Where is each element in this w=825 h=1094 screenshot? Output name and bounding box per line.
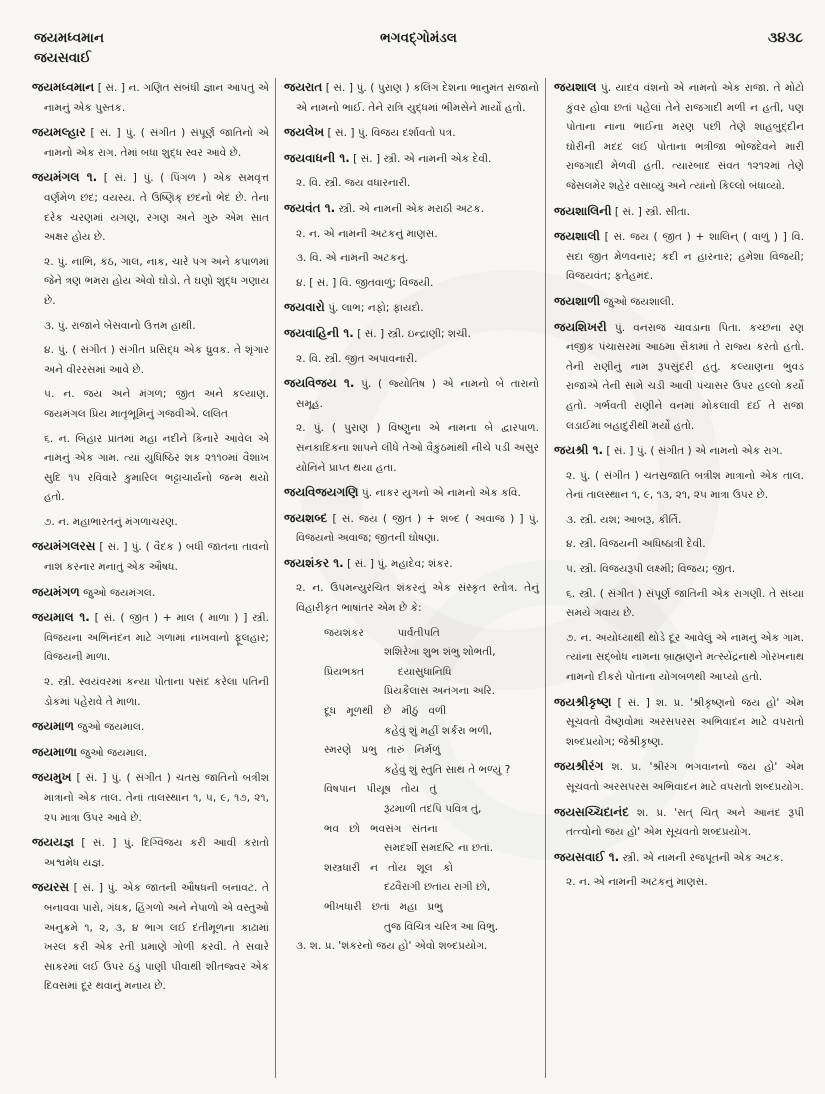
definition: [ સં. ] શ. પ્ર. 'શ્રીકૃષ્ણનો જય હો' એમ સૂચવતો વૈષ્ણવોમાં અરસપરસ અભિવાદન માટે વપરાતો શબ્દપ્રયોગ; જેશ્રીકૃષ્ણ. [566, 696, 804, 748]
headword: જયરસ [32, 880, 70, 895]
headword: જયમધ્વમાન [32, 80, 95, 94]
definition: પું. નાકર યુગનો એ નામનો એક કવિ. [361, 487, 521, 500]
definition: [ સં. ] પું. ( પિંગળ ) એક સમવૃત્ત વર્ણમેળ છંદ; વયસ્ય. તે ઉષ્ણિક્ છંદનો ભેદ છે. તેના દરેક ચરણમાં યગણ, રગણ અને ગુરુ એમ સાત અક્ષર હોય છે. [44, 172, 269, 244]
headword: જયવિજયગણિ [284, 485, 359, 500]
definition: જુઓ જયમાલ. [80, 746, 148, 759]
headword: જયવારો [284, 300, 325, 315]
dictionary-entry [284, 199, 539, 220]
definition: સ્ત્રી. એ નામની રજપૂતની એક અટક. [622, 851, 784, 864]
headword: જયમાલ ૧. [32, 610, 90, 625]
definition: [ સં. ] ન. ગણિત સંબંધી જ્ઞાન આપતું એ નામનું એક પુસ્તક. [44, 82, 269, 114]
sense-definition: ૩. વિ. એ નામની અટકનું. [296, 252, 409, 265]
dictionary-entry [284, 374, 539, 414]
sense-definition: ૬. ન. બિહાર પ્રાંતમાં મહા નદીને કિનારે આવેલ એ નામનું એક ગામ. ત્યાં યુધિષ્ઠિર શક ૨૧૧૦માં વૈશાખ સુદિ ૧૫ રવિવારે કુમારિલ ભટ્ટાચાર્યનો જન્મ થયો હતો. [44, 432, 269, 504]
sense-definition: ૭. ન. અયોધ્યાથી થોડે દૂર આવેલું એ નામનું એક ગામ. ત્યાંના સદ્બોધ નામના બ્રાહ્મણને મત્સ્યેંદ્રનાથે ગોરખનાથ નામનો દીકરો પોતાના યોગબળથી આપ્યો હતો. [566, 631, 804, 684]
verse-line: સમદર્શી સમદષ્ટિ ના છતાં. [384, 842, 494, 855]
dictionary-entry [554, 803, 804, 843]
definition: [ સં. ] પું. મહાદેવ; શંકર. [347, 557, 453, 570]
sense-definition: ૫. ન. જય અને મંગળ; જીત અને કલ્યાણ. જયમંગલ પ્રિય માતૃભૂમિનું ગજવીએ. લલિત [44, 388, 269, 420]
sense-definition: ૫. સ્ત્રી. વિજયરૂપી લક્ષ્મી; વિજય; જીત. [566, 563, 736, 576]
sense-definition: ૨. પું. નાભિ, કંઠ, ગાલ, નાક, ચારે પગ અને કપાળમાં જેને ત્રણ ભમરા હોય એવો ઘોડો. તે ઘણો શુદ્ધ ગણાય છે. [44, 255, 269, 307]
entry-sense [32, 253, 269, 312]
sense-definition: ૨. વિ. સ્ત્રી. જય વધારનારી. [296, 177, 411, 190]
definition: શ. પ્ર. 'સત્ ચિત્ અને આનંદ રૂપી તત્ત્વોનો જય હો' એમ સૂચવતો શબ્દપ્રયોગ. [566, 806, 804, 839]
sense-definition: ૨. પું. ( સંગીત ) ચતસ્રજાતિ બત્રીશ માત્રાનો એક તાલ. તેનાં તાલસ્થાન ૧, ૯, ૧૩, ૨૧, ૨૫ માત્રા ઉપર છે. [566, 469, 804, 502]
entry-sense [32, 341, 269, 380]
entry-sense [284, 350, 539, 370]
verse-line: કહેવું શું મહીં શર્કરા ભળી, [384, 724, 493, 737]
definition: [ સં. જય ( જીત ) + શબ્દ ( અવાજ ) ] પું. વિજયનો અવાજ; જીતની ઘોષણા. [296, 512, 539, 545]
verse-line: શશિરેખા શુભ શંભુ શોભતી, [384, 646, 496, 659]
definition: પું. વનરાજ ચાવડાના પિતા. કચ્છના રણ નજીક પંચાસરમાં આઠમા સૈકામાં તે રાજ્ય કરતો હતો. તેની રાણીનું નામ રૂપસુંદરી હતું. કલ્યાણના ભુવડ રાજાએ તેની સામે ચડી આવી પંચાસર ઉપર હલ્લો કર્યો હતો. ગર્ભવતી રાણીને વનમાં મોકલાવી દઈ તે રાજા લડાઈમાં બહાદુરીથી મર્યો હતો. [566, 321, 805, 432]
entry-sense [32, 430, 269, 508]
dictionary-entry [284, 483, 539, 504]
definition: [ સં. ] પું. ( વૈદક ) બધી જાતના તાવનો નાશ કરનાર મનાતું એક ઔષધ. [44, 541, 269, 574]
headword: જયયજ્ઞ [32, 835, 74, 850]
verse-line: દૂધ મૂળથી છે મીઠું વળી [324, 705, 447, 718]
entry-sense [32, 513, 269, 533]
definition: પું. ( જ્યોતિષ ) એ નામનો બે તારાનો સમૂહ. [296, 378, 539, 410]
headword: જયલેખ [284, 125, 325, 140]
dictionary-entry [284, 149, 539, 170]
sense-definition: ૭. ન. મહાભારતનું મંગળાચરણ. [44, 515, 178, 528]
dictionary-entry [554, 318, 804, 437]
definition: [ સં. ] પું. ( સંગીત ) એ નામનો એક રાગ. [606, 445, 783, 458]
verse-line: ભવ છો ભવસંગ સંતના [324, 822, 438, 835]
sense-definition: ૪. સ્ત્રી. વિજયની અધિષ્ઠાત્રી દેવી. [566, 538, 706, 551]
dictionary-entry [554, 441, 804, 462]
entry-sense [554, 873, 804, 893]
headword: જયસચ્ચિદાનંદ [554, 804, 629, 819]
dictionary-entry [284, 78, 539, 118]
definition: [ સં. જય ( જીત ) + શાલિન્ ( વાળું ) ] વિ. સદા જીત મેળવનાર; કદી ન હારનાર; હમેશા વિજયી; વિજયવંત; ફતેહમંદ. [566, 231, 804, 283]
entry-sense [554, 629, 804, 688]
headword: જયસવાઈ ૧. [554, 849, 620, 864]
verse-line: દઢવૈરાગી છતાંય રાગી છો, [384, 881, 491, 894]
entry-sense [32, 385, 269, 424]
column-1 [30, 78, 276, 1078]
entry-sense: ૩. શ. પ્ર. 'શંકરનો જય હો' એવો શબ્દપ્રયોગ. [296, 940, 488, 953]
dictionary-entry [32, 768, 269, 828]
verse-line: રૂંઢમાળી તદપિ પવિત્ર તું, [384, 803, 482, 815]
sense-definition: ૨. વિ. સ્ત્રી. જીત અપાવનારી. [296, 352, 418, 365]
definition: જુઓ જયશાલી. [603, 295, 675, 308]
definition: [ સં. ] પું. ( પુરાણ ) કલિંગ દેશના ભાનુમંત રાજાનો એ નામનો ભાઈ. તેને રાત્રિ યુદ્ધમાં ભીમસેને માર્યો હતો. [296, 82, 539, 114]
verse-line: કહેવું શું સ્તુતિ સાથ તે ભળ્યું ? [384, 763, 511, 776]
headword: જયમંગલરસ [32, 539, 96, 554]
page-header [34, 28, 803, 72]
definition: [ સં. ] સ્ત્રી. એ નામની એક દેવી. [353, 152, 492, 165]
definition: શ. પ્ર. 'શ્રીરંગ ભગવાનનો જય હો' એમ સૂચવતો અરસપરસ અભિવાદન માટે વપરાતો શબ્દપ્રયોગ. [566, 761, 804, 793]
entry-sense [284, 579, 539, 618]
dictionary-entry [32, 833, 269, 873]
dictionary-entry [554, 848, 804, 869]
dictionary-entry [32, 608, 269, 668]
dictionary-entry [32, 583, 269, 604]
verse-line: તુજ વિચિત્ર ચરિત્ર આ વિભુ. [384, 920, 499, 933]
headword: જયમાળા [32, 744, 77, 759]
headword: જયશબ્દ [284, 510, 328, 525]
sense-definition: ૨. ન. એ નામની અટકનું માણસ. [566, 876, 708, 889]
entry-sense [32, 317, 269, 337]
headword: જયમુખ [32, 770, 72, 785]
entry-sense [554, 467, 804, 506]
entry-sense [554, 585, 804, 624]
sense-definition: ૩. પું. રાજાને બેસવાનો ઉત્તમ હાથી. [44, 319, 196, 332]
headword: જયશાળી [554, 293, 601, 308]
definition: [ સં. ] પું. દિગ્વિજય કરી આવી કરાતો અશ્વમેધ યજ્ઞ. [44, 837, 269, 869]
headword: જયમંગળ [32, 584, 80, 599]
definition: [ સં. ( જીત ) + માલ ( માળા ) ] સ્ત્રી. વિજયના અભિનંદન માટે ગળામાં નાખવાનો ફૂલહાર; વિજયની માળા. [44, 612, 270, 664]
sense-definition: ૬. સ્ત્રી. ( સંગીત ) સંપૂર્ણ જાતિની એક રાગણી. તે સંધ્યા સમયે ગવાય છે. [566, 587, 804, 620]
dictionary-entry [554, 227, 804, 287]
dictionary-entry [32, 743, 269, 764]
verse-block [284, 624, 539, 938]
verse-line: પ્રિયભક્ત દયાસુધાનિધિ [324, 665, 452, 678]
entry-sense [284, 419, 539, 478]
dictionary-entry [32, 537, 269, 577]
headword: જયશાલ [554, 80, 597, 94]
dictionary-entry [284, 554, 539, 575]
definition: જુઓ જયમાલ. [77, 721, 145, 734]
headword: જયવંત ૧. [284, 200, 336, 215]
headword: જયશ્રી ૧. [554, 443, 604, 458]
sense-definition: ૪. [ સં. ] વિ. જીતવાળું; વિજયી. [296, 276, 434, 289]
entry-sense [284, 274, 539, 294]
page-number: ૩૪૩૮ [767, 30, 803, 46]
definition: [ સં. ] પું. વિજય દર્શાવતો પત્ર. [327, 127, 456, 140]
sense-definition: ૩. સ્ત્રી. યશ; આબરૂ, કીર્તિ. [566, 513, 682, 526]
dictionary-entry [284, 509, 539, 549]
dictionary-entry [554, 693, 804, 753]
column-2 [276, 78, 546, 1078]
verse-line: શસ્ત્રધારી ન તોય શૂલ કો [324, 861, 454, 874]
headword: જયવાધની ૧. [284, 150, 350, 165]
entry-sense [554, 535, 804, 555]
definition: [ સં. ] પું. એક જાતની ઔષધની બનાવટ. તે બનાવવા પારો, ગંધક, હિંગળો અને નેપાળો એ વસ્તુઓ અનુક્રમે ૧, ૨, ૩, ૪ ભાગ લઈ દંતીમૂળના કાઢામાં ખરલ કરી એક રતી પ્રમાણે ગોળી કરવી. તે સવારે સાકરમાં લઈ ઉપર ઠંડું પાણી પીવાથી શીતજ્વર એક દિવસમાં દૂર થવાનું મનાય છે. [44, 882, 269, 993]
dictionary-entry [554, 292, 804, 313]
verse-line: જયશંકર પાર્વતીપતિ [324, 626, 440, 639]
dictionary-entry [554, 78, 804, 197]
sense-definition: ૨. ન. ઉપમન્યુરચિત શંકરનું એક સંસ્કૃત સ્તોત્ર. તેનું વિહારીકૃત ભાષાંતર એમ છે કે: [296, 582, 539, 615]
dictionary-entry [32, 168, 269, 247]
dictionary-entry [32, 717, 269, 738]
entry-sense [284, 249, 539, 269]
definition: સ્ત્રી. એ નામની એક મરાઠી અટક. [338, 202, 484, 215]
headword: જયરાત [284, 80, 323, 94]
sense-definition: ૨. પું. ( પુરાણ ) વિષ્ણુના એ નામના બે દ્વારપાળ. સનકાદિકના શાપને લીધે તેઓ વૈકુંઠમાંથી નીચે પડી અસુર યોનિને પ્રાપ્ત થયા હતા. [296, 422, 539, 474]
sense-definition: ૨. ન. એ નામની અટકનું માણસ. [296, 227, 438, 240]
dictionary-entry [284, 298, 539, 319]
headword: જયશાલિની [554, 203, 612, 218]
headword: જયશ્રીકૃષ્ણ [554, 694, 612, 709]
entry-sense [284, 225, 539, 245]
headword: જયશિખરી [554, 319, 607, 334]
dictionary-entry [32, 123, 269, 163]
dictionary-entry [284, 123, 539, 144]
headword: જયમાળ [32, 719, 74, 734]
dictionary-entry [554, 757, 804, 797]
definition: પું. લાભ; નફો; ફાયદો. [328, 302, 424, 315]
column-3 [546, 78, 810, 1078]
sense-definition: ૪. પું. ( સંગીત ) સંગીત પ્રસિદ્ધ એક ધ્રુવક. તે શૃંગાર અને વીરરસમાં આવે છે. [44, 344, 269, 376]
dictionary-columns [30, 78, 810, 1078]
entry-sense [32, 673, 269, 712]
entry-sense [284, 174, 539, 194]
headword: જયમંગલ ૧. [32, 170, 98, 185]
headword: જયશંકર ૧. [284, 555, 344, 570]
verse-line: પ્રિયકૈલાસ અનંગના અરિ. [384, 685, 496, 698]
dictionary-entry [32, 878, 269, 997]
headword: જયવિજય ૧. [284, 376, 355, 391]
verse-line: ભીખધારી છતાં મહા પ્રભુ [324, 900, 443, 913]
dictionary-entry [554, 202, 804, 223]
headword: જયશાલી [554, 229, 600, 244]
headword: જયશ્રીરંગ [554, 759, 604, 774]
definition: [ સં. ] પું. ( સંગીત ) સંપૂર્ણ જાતિનો એ નામનો એક રાગ. તેમાં બધા શુદ્ધ સ્વર આવે છે. [44, 127, 269, 159]
guide-word-last: જયસવાઈ [34, 50, 91, 66]
definition: [ સં. ] સ્ત્રી. સીતા. [614, 205, 691, 218]
headword: જયમલ્હાર [32, 125, 86, 140]
verse-line: વિષપાન પીયૂષ તોય તું [324, 783, 437, 796]
guide-word-first: જયમધ્વમાન [34, 30, 105, 46]
sense-definition: ૨. સ્ત્રી. સ્વયંવરમાં કન્યા પોતાના પસંદ કરેલા પતિની ડોકમાં પહેરાવે તે માળા. [44, 676, 269, 708]
entry-sense [554, 511, 804, 531]
definition: [ સં. ] સ્ત્રી. ઇન્દ્રાણી; શચી. [357, 327, 471, 340]
headword: જયવાહિની ૧. [284, 325, 354, 340]
dictionary-entry [32, 78, 269, 118]
definition: પું. યાદવ વંશનો એ નામનો એક રાજા. તે મોટો કુંવર હોવા છતાં પહેલાં તેને રાજગાદી મળી ન હતી, પણ પોતાના નાના ભાઈના મરણ પછી તેણે શાહબુદ્દીન ઘોરીની મદદ લઈ પોતાના ભત્રીજા ભોજદેવને મારી રાજગાદી મેળવી હતી. ત્યારબાદ સંવત ૧૨૧૨માં તેણે જેસલમેર શહેર વસાવ્યું અને ત્યાંનો કિલ્લો બંધાવ્યો. [566, 82, 804, 192]
dictionary-entry [284, 324, 539, 345]
book-title: ભગવદ્ગોમંડલ [380, 30, 457, 46]
definition: જુઓ જયમંગલ. [83, 586, 156, 599]
entry-sense [554, 560, 804, 580]
definition: [ સં. ] પું. ( સંગીત ) ચતસ્ર જાતિનો બત્રીશ માત્રાનો એક તાલ. તેનાં તાલસ્થાન ૧, ૫, ૯, ૧૭, ૨૧, ૨૫ માત્રા ઉપર આવે છે. [44, 772, 269, 824]
verse-line: સ્મરણે પ્રભુ તારું નિર્મળું [324, 744, 441, 757]
